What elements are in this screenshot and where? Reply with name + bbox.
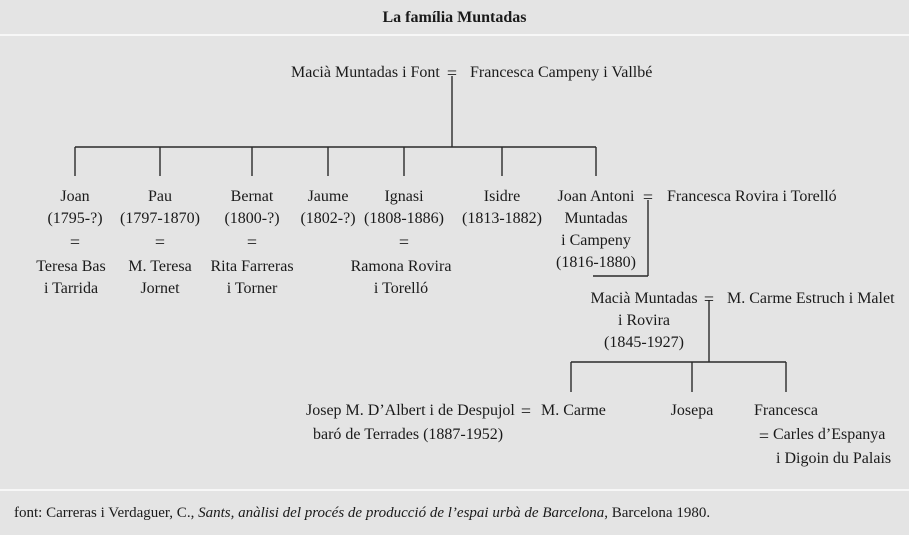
child-joan-antoni-name-line2: Muntadas (564, 210, 628, 227)
child-bernat-spouse: Rita Farreras (210, 258, 294, 275)
child-isidre-years: (1813-1882) (462, 210, 542, 227)
grandson-years: (1845-1927) (604, 334, 684, 351)
child-ignasi-spouse-line2: i Torelló (373, 280, 429, 297)
grandson-name: Macià Muntadas (590, 290, 698, 307)
source-prefix: font: Carreras i Verdaguer, C., (14, 505, 199, 521)
child-joan-antoni-name-line3: i Campeny (561, 232, 631, 249)
great-grandchild-carme: M. Carme (541, 402, 606, 419)
child-bernat-marriage-sign: = (246, 232, 258, 252)
grandson-name-line2: i Rovira (618, 312, 670, 329)
child-pau-marriage-sign: = (154, 232, 166, 252)
root-wife: Francesca Campeny i Vallbé (470, 64, 653, 81)
francesca-marriage-sign: = (758, 426, 770, 446)
source-title: Sants, anàlisi del procés de producció de l’espai urbà de Barcelona (198, 505, 605, 521)
child-jaume-name: Jaume (307, 188, 349, 205)
child-bernat-name: Bernat (230, 188, 274, 205)
child-joan-antoni-name: Joan Antoni (557, 188, 635, 205)
page-title: La família Muntadas (382, 9, 527, 26)
francesca-spouse: Carles d’Espanya (773, 426, 886, 443)
root-marriage-sign: = (446, 63, 458, 83)
child-joan-marriage-sign: = (69, 232, 81, 252)
child-jaume-years: (1802-?) (300, 210, 356, 227)
carme-spouse-title: baró de Terrades (1887-1952) (313, 426, 504, 443)
grandson-marriage-sign: = (703, 289, 715, 309)
child-bernat-spouse-line2: i Torner (226, 280, 278, 297)
child-joan-name: Joan (60, 188, 90, 205)
child-pau-spouse: M. Teresa (128, 258, 192, 275)
child-joan-antoni-years: (1816-1880) (556, 254, 636, 271)
child-bernat-years: (1800-?) (224, 210, 280, 227)
child-joan-spouse-line2: i Tarrida (43, 280, 99, 297)
child-ignasi-years: (1808-1886) (364, 210, 444, 227)
child-joan-antoni-spouse: Francesca Rovira i Torelló (667, 188, 837, 205)
carme-marriage-sign: = (520, 401, 532, 421)
child-pau-spouse-line2: Jornet (140, 280, 180, 297)
carme-spouse: Josep M. D’Albert i de Despujol (306, 402, 515, 419)
child-ignasi-name: Ignasi (384, 188, 424, 205)
source-citation (14, 505, 710, 522)
child-pau-years: (1797-1870) (120, 210, 200, 227)
child-ignasi-marriage-sign: = (398, 232, 410, 252)
bottom-divider (0, 489, 909, 491)
root-husband: Macià Muntadas i Font (291, 64, 440, 81)
grandson-spouse: M. Carme Estruch i Malet (727, 290, 895, 307)
source-suffix: , Barcelona 1980. (604, 505, 711, 521)
great-grandchild-francesca: Francesca (754, 402, 818, 419)
great-grandchild-josepa: Josepa (670, 402, 714, 419)
child-ignasi-spouse: Ramona Rovira (350, 258, 452, 275)
child-joan-years: (1795-?) (47, 210, 103, 227)
francesca-spouse-line2: i Digoin du Palais (776, 450, 892, 467)
child-joan-antoni-marriage-sign: = (642, 187, 654, 207)
child-pau-name: Pau (148, 188, 172, 205)
child-joan-spouse: Teresa Bas (36, 258, 106, 275)
child-isidre-name: Isidre (483, 188, 521, 205)
